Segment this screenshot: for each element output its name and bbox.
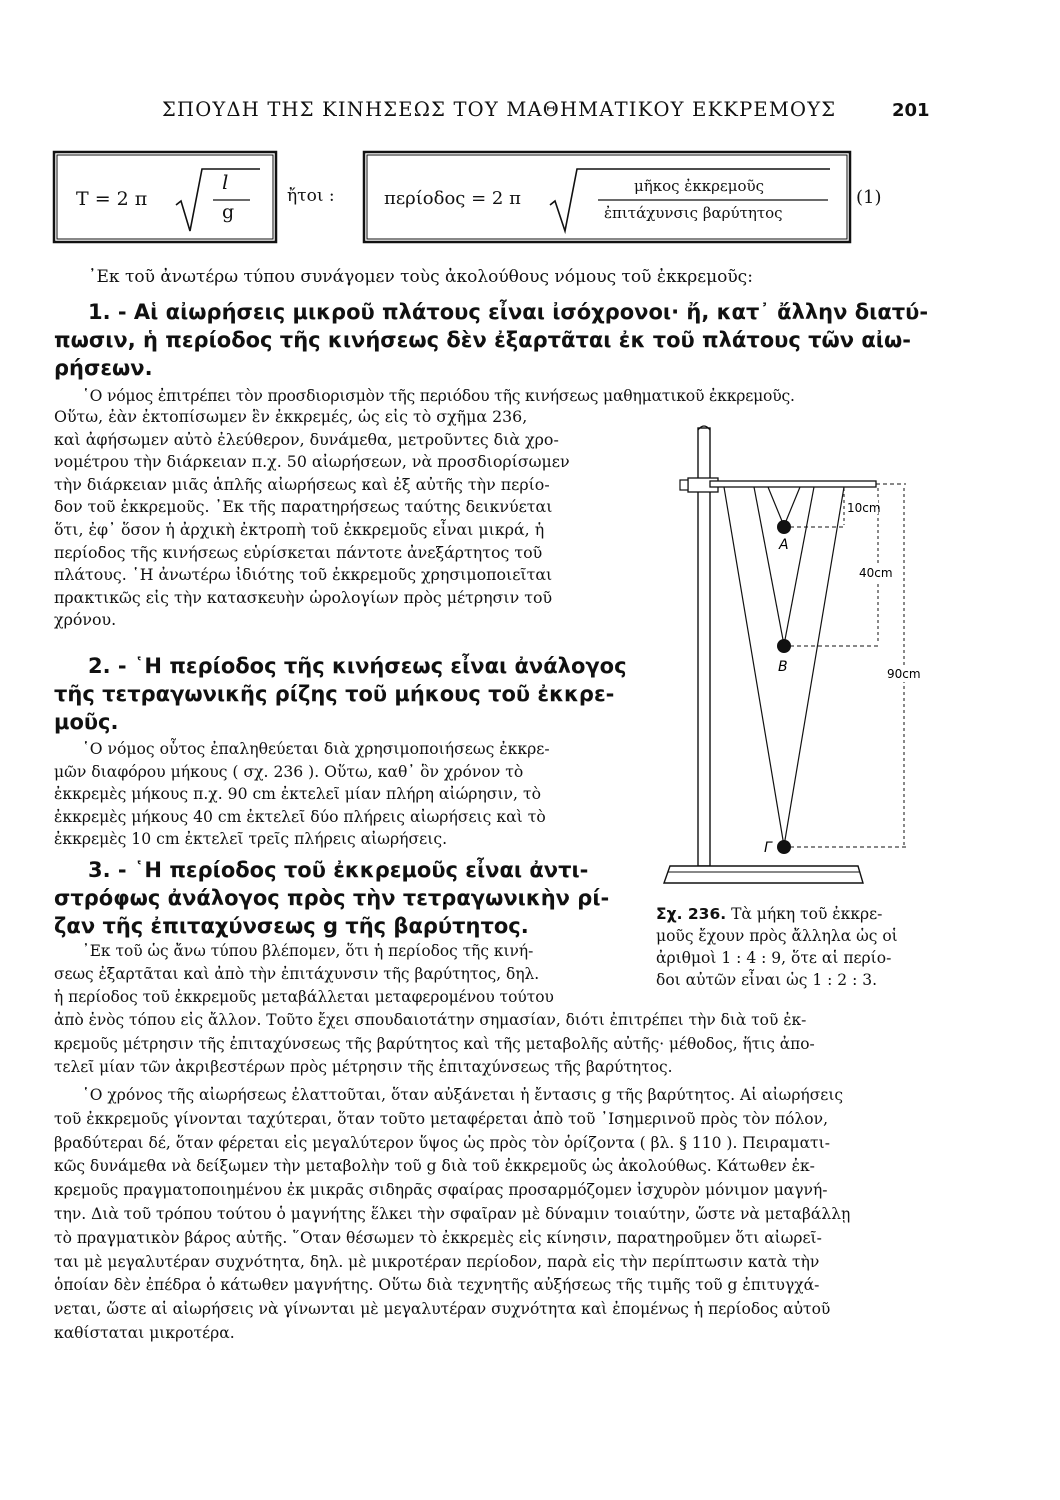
text-line: τὸ πραγματικὸν βάρος αὐτῆς. ῞Οταν θέσωμεν τὸ ἐκκρεμὲς εἰς κίνησιν, παρατηροῦμεν ὅτι αἰωρεῖ-	[54, 1228, 822, 1247]
stand-rod	[698, 428, 710, 866]
text-line: ἐκκρεμὲς μήκους 40 cm ἐκτελεῖ δύο πλήρεις αἰωρήσεις καὶ τὸ	[54, 807, 546, 826]
law3-heading	[54, 856, 610, 940]
law3-body-narrow	[54, 940, 554, 1009]
string-c-right	[784, 487, 844, 846]
running-header: ΣΠΟΥΔΗ ΤΗΣ ΚΙΝΗΣΕΩΣ ΤΟΥ ΜΑΘΗΜΑΤΙΚΟΥ ΕΚΚΡΕΜΟΥΣ	[162, 98, 837, 121]
caption-line: δοι αὐτῶν εἶναι ὡς 1 : 2 : 3.	[656, 971, 878, 989]
law2-line: 2. - ῾Η περίοδος τῆς κινήσεως εἶναι ἀνάλογος	[88, 654, 627, 678]
label-a: A	[779, 537, 789, 553]
law3-line: 3. - ῾Η περίοδος τοῦ ἐκκρεμοῦς εἶναι ἀντι-	[88, 858, 589, 882]
label-b: B	[778, 659, 788, 675]
string-c-left	[724, 487, 784, 846]
string-b-right	[784, 487, 814, 645]
law1-line: πωσιν, ἡ περίοδος τῆς κινήσεως δὲν ἐξαρτᾶται ἐκ τοῦ πλάτους τῶν αἰω-	[54, 328, 911, 352]
text-line: ῾Ο χρόνος τῆς αἰωρήσεως ἐλαττοῦται, ὅταν αὐξάνεται ἡ ἔντασις g τῆς βαρύτητος. Αἱ αἰωρήσεις	[82, 1086, 844, 1104]
text-line: τελεῖ μίαν τῶν ἀκριβεστέρων πρὸς μέτρησιν τῆς ἐπιταχύνσεως τῆς βαρύτητος.	[54, 1058, 673, 1077]
text-line: δον τοῦ ἐκκρεμοῦς. ᾿Εκ τῆς παρατηρήσεως ταύτης δεικνύεται	[54, 497, 553, 517]
text-line: ἐκκρεμὲς μήκους π.χ. 90 cm ἐκτελεῖ μίαν πλήρη αἰώρησιν, τὸ	[54, 785, 541, 804]
text-line: νεται, ὥστε αἱ αἰωρήσεις νὰ γίνωνται μὲ μεγαλυτέραν συχνότητα καὶ ἐπομένως ἡ περίοδος αὐτοῦ	[54, 1300, 831, 1319]
formula-denominator-g: g	[222, 201, 235, 223]
text-line: βραδύτεραι δέ, ὅταν φέρεται εἰς μεγαλύτερον ὕψος ὡς πρὸς τὸν ὁρίζοντα ( βλ. § 110 ). Πειραματι-	[54, 1133, 830, 1152]
text-line: ἡ περίοδος τοῦ ἐκκρεμοῦς μεταβάλλεται μεταφερομένου τούτου	[54, 988, 554, 1006]
law2-body	[54, 738, 550, 851]
formula-numerator-words: μῆκος ἐκκρεμοῦς	[634, 177, 764, 195]
text-line: νομέτρου τὴν διάρκειαν π.χ. 50 αἰωρήσεων, νὰ προσδιορίσωμεν	[54, 452, 570, 472]
pendulum-figure	[650, 420, 930, 895]
bob-a	[777, 520, 791, 534]
caption-line: μοῦς ἔχουν πρὸς ἄλληλα ὡς οἱ	[656, 927, 898, 945]
text-line: ὅτι, ἐφ᾿ ὅσον ἡ ἀρχικὴ ἐκτροπὴ τοῦ ἐκκρεμοῦς εἶναι μικρά, ἡ	[54, 519, 545, 539]
law3-line: ζαν τῆς ἐπιταχύνσεως g τῆς βαρύτητος.	[54, 914, 529, 938]
text-line: σεως ἐξαρτᾶται καὶ ἀπὸ τὴν ἐπιτάχυνσιν τῆς βαρύτητος, δηλ.	[54, 965, 540, 983]
text-line: καθίσταται μικροτέρα.	[54, 1323, 235, 1342]
caption-first-line	[656, 903, 898, 925]
law1-heading	[54, 298, 929, 382]
law2-heading	[54, 652, 627, 736]
formula-numerator-l: l	[222, 170, 229, 194]
final-paragraph	[54, 1084, 850, 1346]
label-40cm: 40cm	[859, 566, 893, 580]
text-line: κῶς δυνάμεθα νὰ δείξωμεν τὴν μεταβολὴν τοῦ g διὰ τοῦ ἐκκρεμοῦς ὡς ἀκολούθως. Κάτωθεν ἐκ-	[54, 1157, 815, 1176]
clamp-knob	[680, 480, 688, 490]
text-line: καὶ ἀφήσωμεν αὐτὸ ἐλεύθερον, δυνάμεθα, μετροῦντες διὰ χρο-	[54, 429, 559, 449]
text-line: κρεμοῦς μέτρησιν τῆς ἐπιταχύνσεως τῆς βαρύτητος καὶ τῆς μεταβολῆς αὐτῆς· μέθοδος, ἥτις ἀπο-	[54, 1034, 815, 1053]
intro-sentence: ᾿Εκ τοῦ ἀνωτέρω τύπου συνάγομεν τοὺς ἀκολούθους νόμους τοῦ ἐκκρεμοῦς:	[88, 267, 753, 287]
string-a-left	[768, 487, 784, 526]
bob-b	[777, 639, 791, 653]
text-line: περίοδος τῆς κινήσεως εὑρίσκεται πάντοτε ἀνεξάρτητος τοῦ	[54, 542, 543, 562]
text-line: τὴν διάρκειαν μιᾶς ἁπλῆς αἰωρήσεως καὶ ἐξ αὐτῆς τὴν περίο-	[54, 474, 550, 494]
bob-c	[777, 840, 791, 854]
label-90cm: 90cm	[887, 667, 921, 681]
string-b-left	[754, 487, 784, 645]
text-line: ἀπὸ ἑνὸς τόπου εἰς ἄλλον. Τοῦτο ἔχει σπουδαιοτάτην σημασίαν, διότι ἐπιτρέπει τὴν διὰ τοῦ ἐκ-	[54, 1011, 807, 1029]
law1-body	[54, 406, 570, 632]
formula-denominator-words: ἐπιτάχυνσις βαρύτητος	[604, 204, 783, 222]
figure-caption	[656, 903, 898, 991]
law2-line: μοῦς.	[54, 710, 119, 734]
text-line: μῶν διαφόρου μήκους ( σχ. 236 ). Οὕτω, καθ᾿ ὃν χρόνον τὸ	[54, 762, 524, 781]
text-line: ἐκκρεμὲς 10 cm ἐκτελεῖ τρεῖς πλήρεις αἰωρήσεις.	[54, 830, 448, 849]
formula-lhs-symbolic: T = 2 π	[76, 188, 148, 210]
text-line: κρεμοῦς πραγματοποιημένου ἐκ μικρᾶς σιδηρᾶς σφαίρας προσαρμόζομεν ἰσχυρὸν μόνιμον μαγνή-	[54, 1181, 828, 1200]
law2-line: τῆς τετραγωνικῆς ρίζης τοῦ μήκους τοῦ ἐκκρε-	[54, 682, 615, 706]
text-line: χρόνου.	[54, 610, 117, 630]
suspension-arm	[710, 481, 876, 487]
text-line: πρακτικῶς εἰς τὴν κατασκευὴν ὡρολογίων πρὸς μέτρησιν τοῦ	[54, 587, 553, 607]
caption-line: ἀριθμοὶ 1 : 4 : 9, ὅτε αἱ περίο-	[656, 949, 892, 967]
text-line: την. Διὰ τοῦ τρόπου τούτου ὁ μαγνήτης ἕλκει τὴν σφαῖραν μὲ δύναμιν τοιαύτην, ὥστε νὰ μεταβάλλῃ	[54, 1204, 851, 1223]
law1-line: 1. - Αἱ αἰωρήσεις μικροῦ πλάτους εἶναι ἰσόχρονοι· ἤ, κατ᾿ ἄλλην διατύ-	[88, 300, 929, 324]
caption-text: Τὰ μήκη τοῦ ἐκκρε-	[731, 905, 883, 923]
label-c: Γ	[764, 840, 772, 856]
equation-number: (1)	[856, 187, 882, 208]
law1-body-first: ῾Ο νόμος ἐπιτρέπει τὸν προσδιορισμὸν τῆς περιόδου τῆς κινήσεως μαθηματικοῦ ἐκκρεμοῦς.	[82, 387, 795, 405]
string-a-right	[784, 487, 800, 526]
caption-label: Σχ. 236.	[656, 905, 727, 923]
text-line: ῾Ο νόμος οὗτος ἐπαληθεύεται διὰ χρησιμοποιήσεως ἐκκρε-	[82, 740, 550, 758]
text-line: πλάτους. ῾Η ἀνωτέρω ἰδιότης τοῦ ἐκκρεμοῦς χρησιμοποιεῖται	[54, 565, 553, 585]
formula-lhs-words: περίοδος = 2 π	[384, 188, 521, 209]
text-line: ται μὲ μεγαλυτέραν συχνότητα, δηλ. μὲ μικροτέραν περίοδον, παρὰ εἰς τὴν περίπτωσιν κατὰ τὴν	[54, 1252, 820, 1271]
label-10cm: 10cm	[847, 501, 881, 515]
formula-connector: ἤτοι :	[287, 186, 335, 206]
law3-body-wide	[54, 1009, 815, 1080]
text-line: Οὕτω, ἐὰν ἐκτοπίσωμεν ἓν ἐκκρεμές, ὡς εἰς τὸ σχῆμα 236,	[54, 407, 528, 426]
stand-base	[664, 866, 863, 883]
page-number: 201	[892, 100, 930, 121]
text-line: τοῦ ἐκκρεμοῦς γίνονται ταχύτεραι, ὅταν τοῦτο μεταφέρεται ἀπὸ τοῦ ᾿Ισημερινοῦ πρὸς τὸν πόλον,	[54, 1109, 828, 1128]
text-line: ὁποίαν δὲν ἐπέδρα ὁ κάτωθεν μαγνήτης. Οὕτω διὰ τεχνητῆς αὐξήσεως τῆς τιμῆς τοῦ g ἐπιτυγχά-	[54, 1276, 820, 1295]
text-line: ᾿Εκ τοῦ ὡς ἄνω τύπου βλέπομεν, ὅτι ἡ περίοδος τῆς κινή-	[82, 942, 534, 960]
law1-line: ρήσεων.	[54, 356, 153, 380]
law3-line: στρόφως ἀνάλογος πρὸς τὴν τετραγωνικὴν ρί-	[54, 886, 610, 910]
